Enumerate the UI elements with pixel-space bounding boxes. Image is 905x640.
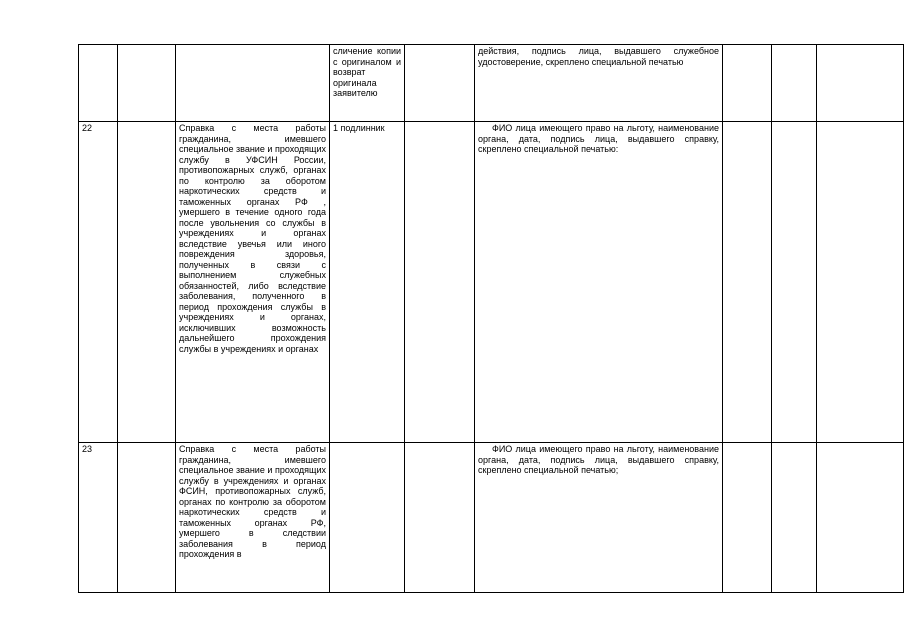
row-number-cell: 22 [79,122,118,443]
document-name-cell: Справка с места работы гражданина, имевшего специальное звание и проходящих службу в УФСИН России, противопожарных служб, органах по контролю за оборотом наркотических средств и таможенных органах РФ , умершего в течение одного года после увольнения со службы в учреждениях и органах вследствие увечья или иного повреждения здоровья, полученных в связи с выполнением служебных обязанностей, либо вследствие заболевания, полученного в период прохождения службы в учреждениях и органах, исключивших возможность дальнейшего прохождения службы в учреждениях и органах [176,122,330,443]
empty-cell [772,443,817,593]
empty-cell [405,443,475,593]
document-name-cell [176,45,330,122]
document-action-cell: сличение копии с оригиналом и возврат оригинала заявителю [330,45,405,122]
empty-cell [817,443,904,593]
document-name-text: Справка с места работы гражданина, имевшего специальное звание и проходящих службу в учреждениях и органах ФСИН, противопожарных служб, органах по контролю за оборотом наркотических средств и таможенных органах РФ, умершего в следствии заболевания в период прохождения в [179,444,326,559]
empty-cell [772,45,817,122]
empty-cell [405,45,475,122]
empty-cell [817,122,904,443]
document-table [78,44,904,593]
document-count-cell: 1 подлинник [330,122,405,443]
empty-cell [405,122,475,443]
table-row [79,45,904,122]
row-number-cell [79,45,118,122]
empty-cell [723,122,772,443]
document-count-cell [330,443,405,593]
empty-cell [723,443,772,593]
table-row [79,443,904,593]
empty-cell [723,45,772,122]
requirements-cell: действия, подпись лица, выдавшего служебное удостоверение, скреплено специальной печатью [475,45,723,122]
requirements-cell: ФИО лица имеющего право на льготу, наименование органа, дата, подпись лица, выдавшего справку, скреплено специальной печатью: [475,122,723,443]
row-number-cell: 23 [79,443,118,593]
empty-cell [772,122,817,443]
requirements-cell: ФИО лица имеющего право на льготу, наименование органа, дата, подпись лица, выдавшего справку, скреплено специальной печатью; [475,443,723,593]
table-row [79,122,904,443]
document-name-cell [176,443,330,593]
empty-cell [118,45,176,122]
empty-cell [817,45,904,122]
empty-cell [118,122,176,443]
empty-cell [118,443,176,593]
